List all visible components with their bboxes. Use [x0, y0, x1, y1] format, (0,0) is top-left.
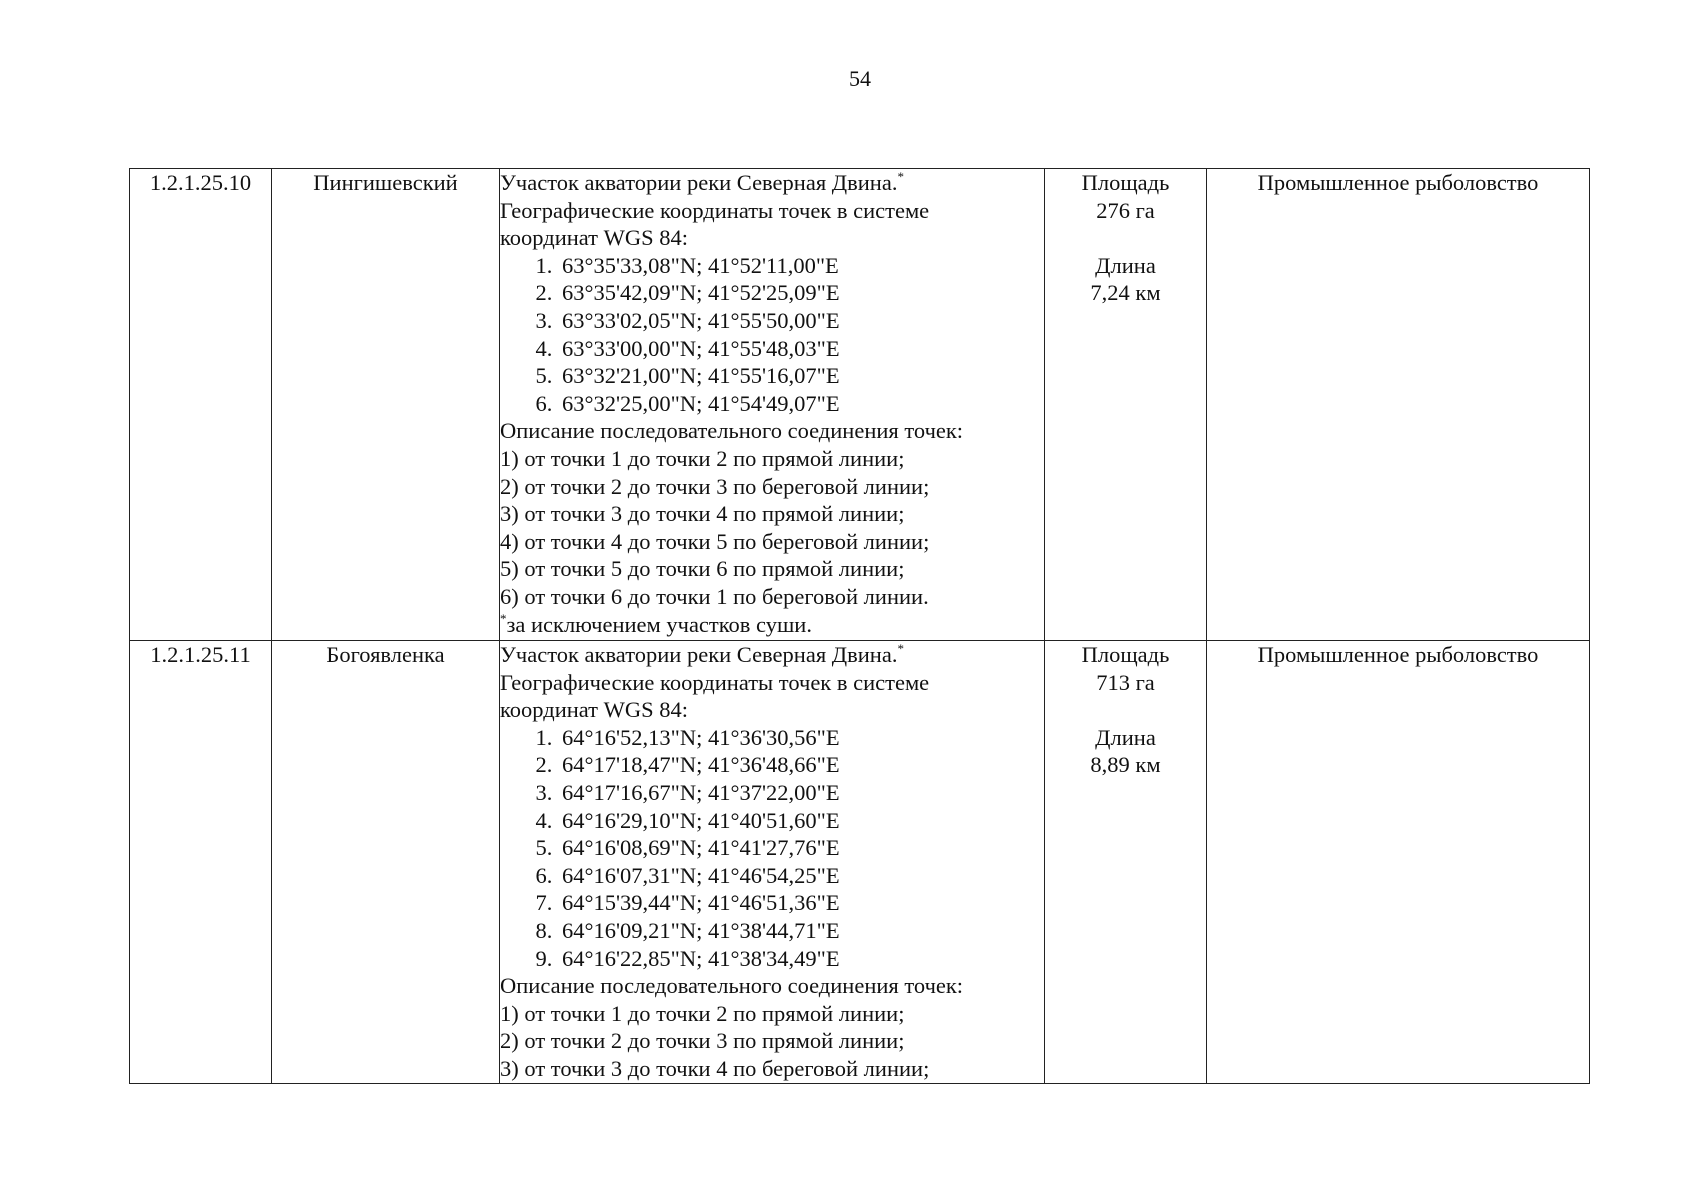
length-value: 8,89 км	[1090, 752, 1161, 778]
connection-item: 2) от точки 2 до точки 3 по береговой линии;	[500, 473, 930, 499]
coordinate-point: 6. 63°32'25,00"N; 41°54'49,07"E	[558, 390, 1044, 418]
coordinate-point: 1. 64°16'52,13"N; 41°36'30,56"E	[558, 724, 1044, 752]
area-description	[500, 641, 1045, 1084]
coords-intro: Географические координаты точек в системе	[500, 197, 930, 223]
area-name: Богоявленка	[272, 641, 500, 1084]
coordinate-point: 5. 64°16'08,69"N; 41°41'27,76"E	[558, 834, 1044, 862]
footnote: *за исключением участков суши.	[500, 610, 812, 637]
area-id: 1.2.1.25.10	[130, 169, 272, 641]
coordinate-point: 1. 63°35'33,08"N; 41°52'11,00"E	[558, 252, 1044, 280]
coordinate-point: 4. 64°16'29,10"N; 41°40'51,60"E	[558, 807, 1044, 835]
coordinate-list	[500, 252, 1044, 418]
connection-item: 1) от точки 1 до точки 2 по прямой линии;	[500, 1000, 905, 1026]
area-description	[500, 169, 1045, 641]
footnote-marker: *	[897, 641, 904, 656]
connection-item: 5) от точки 5 до точки 6 по прямой линии;	[500, 556, 905, 582]
fishing-areas-table	[129, 168, 1590, 1084]
connection-heading: Описание последовательного соединения точек:	[500, 973, 964, 999]
coordinate-point: 8. 64°16'09,21"N; 41°38'44,71"E	[558, 917, 1044, 945]
length-label: Длина	[1095, 724, 1156, 750]
coordinate-point: 4. 63°33'00,00"N; 41°55'48,03"E	[558, 335, 1044, 363]
footnote-marker: *	[897, 169, 904, 184]
coordinate-point: 6. 64°16'07,31"N; 41°46'54,25"E	[558, 862, 1044, 890]
area-value: 713 га	[1096, 669, 1155, 695]
area-label: Площадь	[1081, 170, 1170, 195]
description-title: Участок акватории реки Северная Двина.*	[500, 169, 904, 195]
area-id: 1.2.1.25.11	[130, 641, 272, 1084]
description-title: Участок акватории реки Северная Двина.*	[500, 641, 904, 667]
area-value: 276 га	[1096, 197, 1155, 223]
table-row	[130, 169, 1590, 641]
area-use: Промышленное рыболовство	[1207, 169, 1590, 641]
length-value: 7,24 км	[1090, 280, 1161, 306]
area-name: Пингишевский	[272, 169, 500, 641]
area-label: Площадь	[1081, 642, 1170, 667]
coordinate-point: 7. 64°15'39,44"N; 41°46'51,36"E	[558, 889, 1044, 917]
coordinate-point: 5. 63°32'21,00"N; 41°55'16,07"E	[558, 362, 1044, 390]
table-row	[130, 641, 1590, 1084]
coords-intro-cont: координат WGS 84:	[500, 225, 689, 251]
coordinate-list	[500, 724, 1044, 972]
area-use: Промышленное рыболовство	[1207, 641, 1590, 1084]
coords-intro-cont: координат WGS 84:	[500, 697, 689, 723]
connection-item: 6) от точки 6 до точки 1 по береговой линии.	[500, 583, 929, 609]
connection-item: 3) от точки 3 до точки 4 по прямой линии;	[500, 501, 905, 527]
connection-item: 3) от точки 3 до точки 4 по береговой линии;	[500, 1055, 930, 1081]
length-label: Длина	[1095, 252, 1156, 278]
coordinate-point: 2. 63°35'42,09"N; 41°52'25,09"E	[558, 279, 1044, 307]
coordinate-point: 2. 64°17'18,47"N; 41°36'48,66"E	[558, 751, 1044, 779]
coordinate-point: 9. 64°16'22,85"N; 41°38'34,49"E	[558, 945, 1044, 973]
connection-item: 2) от точки 2 до точки 3 по прямой линии;	[500, 1028, 905, 1054]
area-size	[1045, 169, 1207, 641]
connection-item: 4) от точки 4 до точки 5 по береговой линии;	[500, 528, 930, 554]
area-size	[1045, 641, 1207, 1084]
connection-item: 1) от точки 1 до точки 2 по прямой линии;	[500, 445, 905, 471]
page-number: 54	[849, 66, 871, 91]
connection-heading: Описание последовательного соединения точек:	[500, 418, 964, 444]
coordinate-point: 3. 64°17'16,67"N; 41°37'22,00"E	[558, 779, 1044, 807]
coords-intro: Географические координаты точек в системе	[500, 669, 930, 695]
coordinate-point: 3. 63°33'02,05"N; 41°55'50,00"E	[558, 307, 1044, 335]
